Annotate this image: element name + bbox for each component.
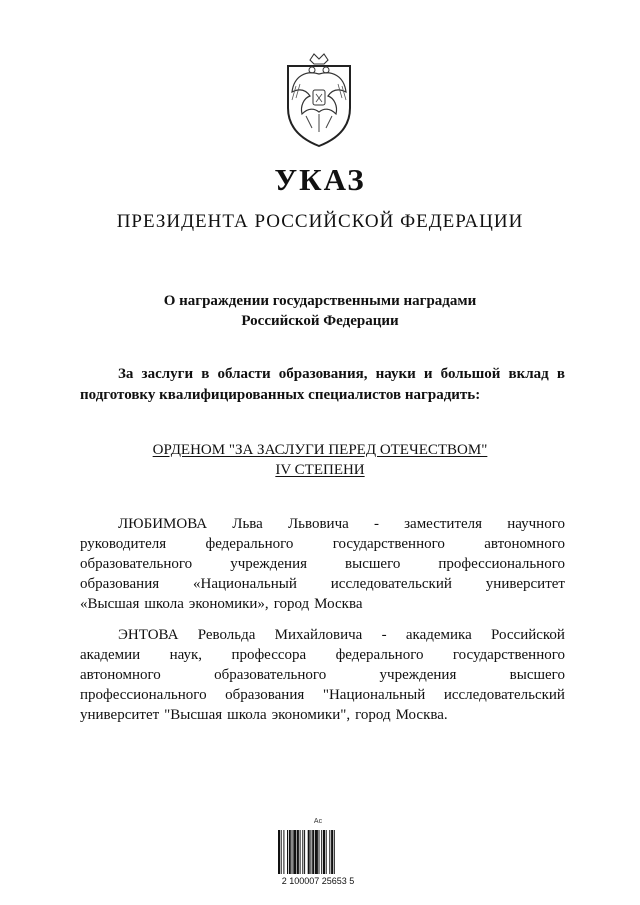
word: город [273,596,310,612]
word: "Национальный [322,687,426,703]
barcode-bar [297,830,299,874]
word: город [355,707,391,723]
paragraph-line [80,594,565,614]
decree-title: УКАЗ [274,162,366,197]
order-name: ОРДЕНОМ "ЗА ЗАСЛУГИ ПЕРЕД ОТЕЧЕСТВОМ" [152,442,488,458]
word: заместителя [404,516,483,532]
decree-subtitle: ПРЕЗИДЕНТА РОССИЙСКОЙ ФЕДЕРАЦИИ [116,211,524,232]
decree-heading [0,291,640,331]
word: образования [80,576,160,592]
word: профессионального [438,556,565,572]
word: академии [80,647,141,663]
order-degree: IV СТЕПЕНИ [275,462,365,478]
word: автономного [484,536,565,552]
barcode-bar [310,830,311,874]
awardee-paragraph [80,514,565,614]
barcode-bar [293,830,296,874]
barcode-mark: Ас [313,818,323,825]
barcode-bar [323,830,325,874]
decree-intro [80,364,565,406]
barcode-number: 2 100007 25653 5 [281,876,355,886]
barcode-bar [326,830,327,874]
coat-of-arms-emblem [276,50,362,150]
word: ЛЮБИМОВА [118,516,208,532]
paragraph-line [80,534,565,554]
word: академика [405,627,472,643]
barcode-bar [308,830,310,874]
word: профессионального [80,687,207,703]
word: высшего [509,667,565,683]
word: автономного [80,667,161,683]
word: - [381,627,387,643]
paragraph-line [80,625,565,645]
paragraph-line [80,645,565,665]
word: "Высшая [164,707,223,723]
word: исследовательский [330,576,452,592]
word: Львовича [287,516,349,532]
barcode-bar [321,830,322,874]
word: «Высшая [80,596,140,612]
heading-line: О награждении государственными наградами [163,293,477,309]
word: Российской [491,627,565,643]
word: исследовательский [443,687,565,703]
barcode-bar [287,830,288,874]
barcode-bar [331,830,333,874]
word: - [373,516,379,532]
barcode-bar [281,830,282,874]
word: государственного [452,647,565,663]
word: научного [507,516,565,532]
intro-line: подготовку квалифицированных специалистов наградить: [80,387,481,403]
word: федерального [335,647,424,663]
word: университет [80,707,160,723]
barcode-bar [312,830,314,874]
word: государственного [332,536,445,552]
barcode-bar [278,830,280,874]
word: образовательного [214,667,327,683]
barcode-bar [300,830,301,874]
word: экономики", [271,707,351,723]
word: Револьда [197,627,256,643]
word: Москва [314,596,363,612]
intro-line: За заслуги в области образования, науки и большой вклад в [118,366,565,382]
word: профессора [231,647,307,663]
word: учреждения [230,556,307,572]
word: ЭНТОВА [118,627,179,643]
heading-line: Российской Федерации [241,313,399,329]
barcode-bar [329,830,330,874]
paragraph-line [80,554,565,574]
barcode-bar [302,830,303,874]
paragraph-line [80,665,565,685]
word: Михайловича [274,627,363,643]
word: учреждения [379,667,457,683]
paragraph-line [80,574,565,594]
word: образования [225,687,305,703]
paragraph-line [80,685,565,705]
barcode-bars [278,830,358,874]
barcode-bar [292,830,293,874]
word: экономики», [188,596,269,612]
word: Москва. [395,707,448,723]
barcode-bar [319,830,320,874]
word: федерального [205,536,294,552]
barcode [268,818,368,896]
paragraph-line [80,514,565,534]
word: Льва [232,516,263,532]
word: образовательного [80,556,193,572]
word: школа [227,707,267,723]
word: высшего [345,556,401,572]
word: университет [485,576,565,592]
word: наук, [169,647,203,663]
barcode-bar [315,830,318,874]
awardee-paragraph [80,625,565,725]
barcode-bar [334,830,335,874]
barcode-bar [289,830,291,874]
word: школа [144,596,184,612]
barcode-bar [283,830,284,874]
word: руководителя [80,536,167,552]
paragraph-line [80,705,565,725]
barcode-bar [304,830,305,874]
order-title [0,440,640,480]
word: «Национальный [193,576,297,592]
